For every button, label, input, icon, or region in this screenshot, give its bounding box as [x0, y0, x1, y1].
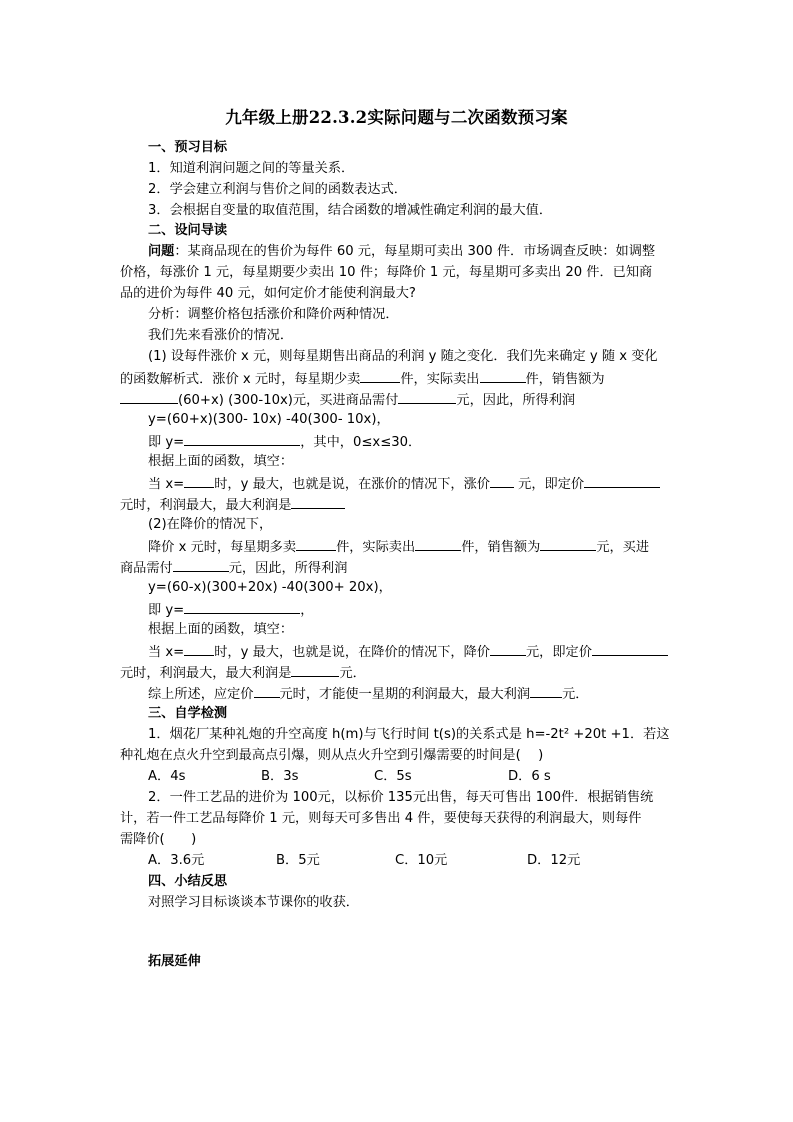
- section-heading-reflection: 四、小结反思: [148, 874, 228, 889]
- part2-cont-a: 元时，利润最大，最大利润是: [120, 666, 292, 681]
- part2-text-a: 降价 x 元时，每星期多卖: [148, 540, 297, 555]
- summary-line: [148, 683, 588, 705]
- part1-line-3: [120, 389, 575, 411]
- part2-text-e: 商品需付: [120, 561, 173, 576]
- question-2-line-1: 2．一件工艺品的进价为 100元，以标价 135元出售，每天可售出 100件．根据销售统: [148, 790, 654, 805]
- part2-line-1: [148, 536, 649, 558]
- problem-line-3: 品的进价为每件 40 元，如何定价才能使利润最大?: [120, 286, 416, 301]
- part2-cont-line: [120, 662, 366, 684]
- part1-line-2: [120, 368, 605, 390]
- blank-field[interactable]: [480, 368, 526, 383]
- part1-text-b: 件，实际卖出: [400, 372, 480, 387]
- blank-field[interactable]: [530, 683, 562, 698]
- part1-when-a: 当 x=: [148, 477, 185, 492]
- blank-field[interactable]: [490, 473, 514, 488]
- analysis-line: 分析：调整价格包括涨价和降价两种情况．: [148, 307, 399, 322]
- part2-when-b: 时，y 最大，也就是说，在降价的情况下，降价: [214, 645, 490, 660]
- page-title: 九年级上册22.3.2实际问题与二次函数预习案: [225, 108, 568, 127]
- part2-ji-comma: ，: [300, 603, 314, 618]
- question-2-option-d: D．12元: [527, 853, 581, 868]
- question-1-option-b: B．3s: [261, 769, 299, 784]
- section-heading-extension: 拓展延伸: [148, 954, 201, 969]
- blank-field[interactable]: [415, 536, 461, 551]
- problem-text-1: ：某商品现在的售价为每件 60 元，每星期可卖出 300 件．市场调查反映：如调整: [174, 244, 656, 259]
- question-2-line-3: 需降价( ): [120, 832, 197, 847]
- blank-field[interactable]: [490, 641, 526, 656]
- part1-equation: y=(60+x)(300- 10x) -40(300- 10x)，: [148, 412, 390, 427]
- blank-field[interactable]: [291, 494, 345, 509]
- part2-equation: y=(60-x)(300+20x) -40(300+ 20x)，: [148, 580, 392, 595]
- part2-ji-label: 即 y=: [148, 603, 185, 618]
- part1-text-e: 元，因此，所得利润: [456, 393, 576, 408]
- part2-text-b: 件，实际卖出: [336, 540, 416, 555]
- part2-text-d: 元，买进: [596, 540, 650, 555]
- question-2-option-b: B．5元: [276, 853, 320, 868]
- part2-cont-b: 元．: [339, 666, 366, 681]
- question-1-option-d: D．6 s: [508, 769, 551, 784]
- part1-ji-domain: ，其中，0≤x≤30．: [300, 435, 422, 450]
- blank-field[interactable]: [120, 389, 178, 404]
- question-2-option-a: A．3.6元: [148, 853, 205, 868]
- blank-field[interactable]: [360, 368, 400, 383]
- part2-when-c: 元，即定价: [525, 645, 592, 660]
- reflection-text: 对照学习目标谈谈本节课你的收获．: [148, 895, 359, 910]
- part1-ji-label: 即 y=: [148, 435, 185, 450]
- goal-item-3: 3．会根据自变量的取值范围，结合函数的增减性确定利润的最大值．: [148, 203, 553, 218]
- part2-when-line: [148, 641, 668, 663]
- problem-label: 问题: [148, 244, 175, 259]
- first-look-line: 我们先来看涨价的情况．: [148, 328, 294, 343]
- question-1-line-2: 种礼炮在点火升空到最高点引爆，则从点火升空到引爆需要的时间是( ): [120, 748, 544, 763]
- blank-field[interactable]: [296, 536, 336, 551]
- blank-field[interactable]: [173, 557, 229, 572]
- question-2-line-2: 计，若一件工艺品每降价 1 元，则每天可多售出 4 件，要使每天获得的利润最大，则每件: [120, 811, 642, 826]
- question-1-option-c: C．5s: [374, 769, 412, 784]
- summary-b: 元时，才能使一星期的利润最大，最大利润: [279, 687, 531, 702]
- section-heading-goals: 一、预习目标: [148, 140, 228, 155]
- part2-text-c: 件，销售额为: [461, 540, 541, 555]
- part1-result-line: [148, 431, 421, 453]
- part1-text-a: 的函数解析式．涨价 x 元时，每星期少卖: [120, 372, 361, 387]
- section-heading-guide: 二、设问导读: [148, 223, 228, 238]
- blank-field[interactable]: [184, 641, 214, 656]
- part1-cont-line: [120, 494, 345, 516]
- part2-heading: (2)在降价的情况下，: [148, 517, 273, 532]
- blank-field[interactable]: [184, 473, 214, 488]
- blank-field[interactable]: [398, 389, 456, 404]
- blank-field[interactable]: [184, 599, 300, 614]
- summary-a: 综上所述，应定价: [148, 687, 254, 702]
- question-1-option-a: A．4s: [148, 769, 186, 784]
- part1-when-c: 元，即定价: [513, 477, 585, 492]
- blank-field[interactable]: [184, 431, 300, 446]
- summary-c: 元．: [562, 687, 589, 702]
- part2-line-2: [120, 557, 347, 579]
- section-heading-selftest: 三、自学检测: [148, 706, 228, 721]
- fill-in-instruction-2: 根据上面的函数，填空：: [148, 622, 294, 637]
- question-2-option-c: C．10元: [395, 853, 448, 868]
- part1-text-c: 件，销售额为: [525, 372, 605, 387]
- blank-field[interactable]: [584, 473, 660, 488]
- blank-field[interactable]: [254, 683, 280, 698]
- problem-line-2: 价格，每涨价 1 元，每星期要少卖出 10 件；每降价 1 元，每星期可多卖出 20 件．已知商: [120, 265, 653, 280]
- part2-result-line: [148, 599, 313, 621]
- fill-in-instruction: 根据上面的函数，填空：: [148, 454, 294, 469]
- question-1-line-1: 1．烟花厂某种礼炮的升空高度 h(m)与飞行时间 t(s)的关系式是 h=-2t² +20t +1．若这: [148, 727, 670, 742]
- goal-item-1: 1．知道利润问题之间的等量关系．: [148, 161, 355, 176]
- part1-line-1: (1) 设每件涨价 x 元，则每星期售出商品的利润 y 随之变化．我们先来确定 y 随 x 变化: [148, 349, 658, 364]
- blank-field[interactable]: [592, 641, 668, 656]
- problem-line-1: [148, 242, 655, 262]
- part2-text-f: 元，因此，所得利润: [228, 561, 348, 576]
- part1-cont-a: 元时，利润最大，最大利润是: [120, 498, 292, 513]
- part2-when-a: 当 x=: [148, 645, 185, 660]
- blank-field[interactable]: [540, 536, 596, 551]
- part1-when-b: 时，y 最大，也就是说，在涨价的情况下，涨价: [214, 477, 490, 492]
- goal-item-2: 2．学会建立利润与售价之间的函数表达式．: [148, 182, 407, 197]
- blank-field[interactable]: [291, 662, 339, 677]
- part1-text-d: (60+x) (300-10x)元，买进商品需付: [178, 393, 399, 408]
- part1-when-line: [148, 473, 660, 495]
